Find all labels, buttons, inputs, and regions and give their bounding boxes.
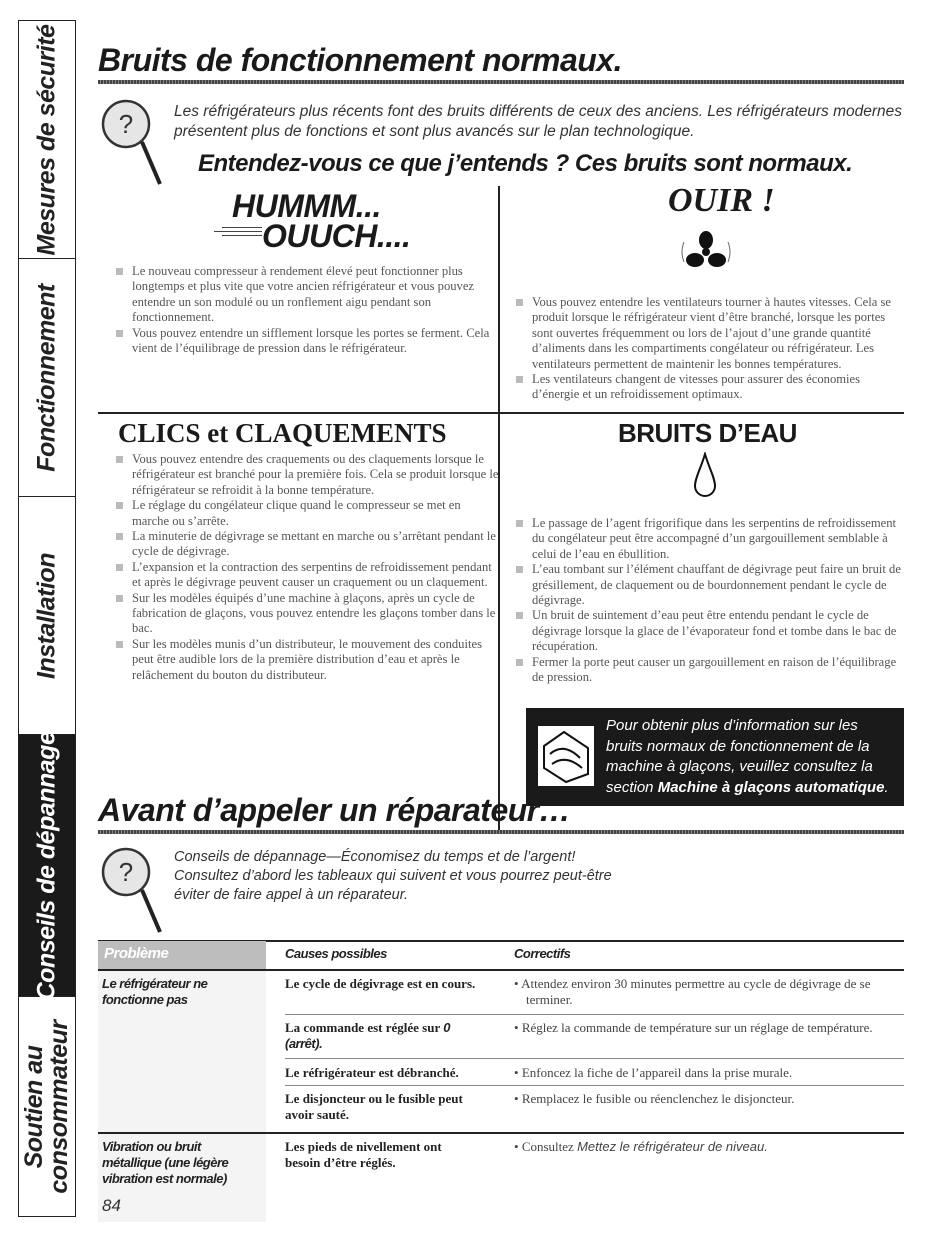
- list-item: Le nouveau compresseur à rendement élevé peut fonctionner plus longtemps et plus vite que votre ancien réfrigérateur et vous pouvez entendre un son modulé ou un ronflement aigu pendant son fonctionnement.: [114, 264, 494, 326]
- list-item: Un bruit de suintement d’eau peut être entendu pendant le cycle de dégivrage lorsque la glace de l’évaporateur fond et tombe dans le bac de récupération.: [514, 608, 906, 654]
- header-correctifs: Correctifs: [514, 946, 571, 961]
- fix-1: • Attendez environ 30 minutes permettre au cycle de dégivrage de se terminer.: [514, 976, 871, 1007]
- row-rule: [98, 1132, 904, 1134]
- ouuch-title: OUUCH....: [262, 218, 411, 254]
- tab-label: Installation: [32, 552, 61, 679]
- list-item: L’eau tombant sur l’élément chauffant de dégivrage peut faire un bruit de grésillement, de claquement ou de bourdonnement pendant le cycle de dégivrage.: [514, 562, 906, 608]
- section-subtitle: Entendez-vous ce que j’entends ? Ces bruits sont normaux.: [198, 150, 853, 177]
- clics-list: [114, 452, 500, 683]
- svg-text:?: ?: [118, 109, 134, 139]
- page-number: 84: [102, 1196, 121, 1215]
- hummm-list: [114, 264, 494, 356]
- question-icon: [98, 846, 162, 936]
- svg-text:?: ?: [118, 857, 134, 887]
- eau-list: [514, 516, 906, 685]
- tab-conseils-de-depannage[interactable]: [19, 731, 75, 1000]
- header-causes: Causes possibles: [285, 946, 387, 961]
- list-item: L’expansion et la contraction des serpentins de refroidissement pendant et après le dégivrage peuvent causer un craquement ou un claquement.: [114, 560, 500, 591]
- cause-5: Les pieds de nivellement ont besoin d’être réglés.: [285, 1139, 442, 1170]
- intro-text: Les réfrigérateurs plus récents font des bruits différents de ceux des anciens. Les réfrigérateurs modernes présentent plus de fonctions et sont plus avancés sur le plan technologique.: [174, 103, 903, 140]
- row-rule: [285, 1058, 904, 1059]
- tab-mesures-de-securite[interactable]: [19, 21, 75, 259]
- section-title-bruits: Bruits de fonctionnement normaux.: [98, 42, 622, 78]
- list-item: Les ventilateurs changent de vitesses pour assurer des économies d’énergie et un refroidissement optimaux.: [514, 372, 906, 403]
- ouir-list: [514, 295, 906, 403]
- cause-2: La commande est réglée sur 0 (arrêt).: [285, 1020, 450, 1051]
- sidebar-nav: [18, 20, 76, 1217]
- fix-5: • Consultez Mettez le réfrigérateur de niveau.: [514, 1139, 768, 1154]
- eau-title: BRUITS D’EAU: [618, 418, 797, 448]
- problem-2: Vibration ou bruit métallique (une légère vibration est normale): [102, 1139, 229, 1186]
- title-rule: [98, 830, 904, 834]
- tab-fonctionnement[interactable]: [19, 259, 75, 497]
- list-item: Vous pouvez entendre les ventilateurs tourner à hautes vitesses. Cela se produit lorsque le réfrigérateur vient d’être branché, lorsque les portes sont ouvertes fréquemment ou lors de l’ajout d’une grande quantité d’aliments dans les compartiments congélateur ou réfrigérateur. Les ventilateurs permettent de maintenir les bonnes températures.: [514, 295, 906, 372]
- cause-1: Le cycle de dégivrage est en cours.: [285, 976, 476, 991]
- list-item: Vous pouvez entendre des craquements ou des claquements lorsque le réfrigérateur est branché pour la première fois. Cela se produit lorsque le réfrigérateur se refroidit à la bonne température.: [114, 452, 500, 498]
- tab-label: Fonctionnement: [32, 283, 61, 472]
- list-item: Vous pouvez entendre un sifflement lorsque les portes se ferment. Cela vient de l’équilibrage de pression dans le réfrigérateur.: [114, 326, 494, 357]
- clics-title: CLICS et CLAQUEMENTS: [118, 418, 447, 448]
- cause-3: Le réfrigérateur est débranché.: [285, 1065, 459, 1080]
- hummm-title: HUMMM...: [232, 188, 381, 224]
- troubleshooting-intro: Conseils de dépannage—Économisez du temps et de l’argent! Consultez d’abord les tableaux qui suivent et vous pourrez peut-être éviter de faire appel à un réparateur.: [174, 849, 612, 903]
- row-rule: [285, 1014, 904, 1015]
- list-item: Le réglage du congélateur clique quand le compresseur se met en marche ou s’arrête.: [114, 498, 500, 529]
- problem-1: Le réfrigérateur ne fonctionne pas: [102, 976, 208, 1007]
- row-divider: [98, 412, 904, 414]
- fix-4: • Remplacez le fusible ou réenclenchez le disjoncteur.: [514, 1091, 795, 1106]
- sound-lines: [214, 224, 262, 239]
- tab-soutien-au-consommateur[interactable]: [19, 997, 75, 1216]
- question-icon: [98, 98, 162, 188]
- fan-icon: [676, 228, 736, 276]
- list-item: Fermer la porte peut causer un gargouillement en raison de l’équilibrage de pression.: [514, 655, 906, 686]
- cause-4: Le disjoncteur ou le fusible peut avoir sauté.: [285, 1091, 463, 1122]
- row-rule: [285, 1085, 904, 1086]
- fix-2: • Réglez la commande de température sur un réglage de température.: [514, 1020, 873, 1035]
- title-rule: [98, 80, 904, 84]
- ice-maker-note: Pour obtenir plus d’information sur les bruits normaux de fonctionnement de la machine à glaçons, veuillez consultez la section Machine à glaçons automatique.: [526, 708, 904, 806]
- ouir-title: OUIR !: [668, 182, 775, 219]
- water-drop-icon: [692, 452, 718, 498]
- list-item: Sur les modèles munis d’un distributeur, le mouvement des conduites peut être audible lors de la première distribution d’eau et après le relâchement du bouton du distributeur.: [114, 637, 500, 683]
- list-item: Sur les modèles équipés d’une machine à glaçons, après un cycle de fabrication de glaçons, vous pouvez entendre les glaçons tomber dans le bac.: [114, 591, 500, 637]
- tab-label: Conseils de dépannage: [32, 731, 61, 1000]
- list-item: La minuterie de dégivrage se mettant en marche ou s’arrêtant pendant le cycle de dégivrage.: [114, 529, 500, 560]
- header-rule: [98, 969, 904, 971]
- tab-label: Mesures de sécurité: [32, 24, 61, 255]
- section-title-avant: Avant d’appeler un réparateur…: [98, 792, 571, 828]
- tab-label: Soutien au consommateur: [20, 1019, 73, 1194]
- header-probleme: Problème: [104, 945, 169, 962]
- list-item: Le passage de l’agent frigorifique dans les serpentins de refroidissement du congélateur peut être accompagné d’un gargouillement semblable à celui de l’eau en ébullition.: [514, 516, 906, 562]
- tab-installation[interactable]: [19, 497, 75, 735]
- fix-3: • Enfoncez la fiche de l’appareil dans la prise murale.: [514, 1065, 793, 1080]
- ice-maker-icon: [536, 724, 596, 788]
